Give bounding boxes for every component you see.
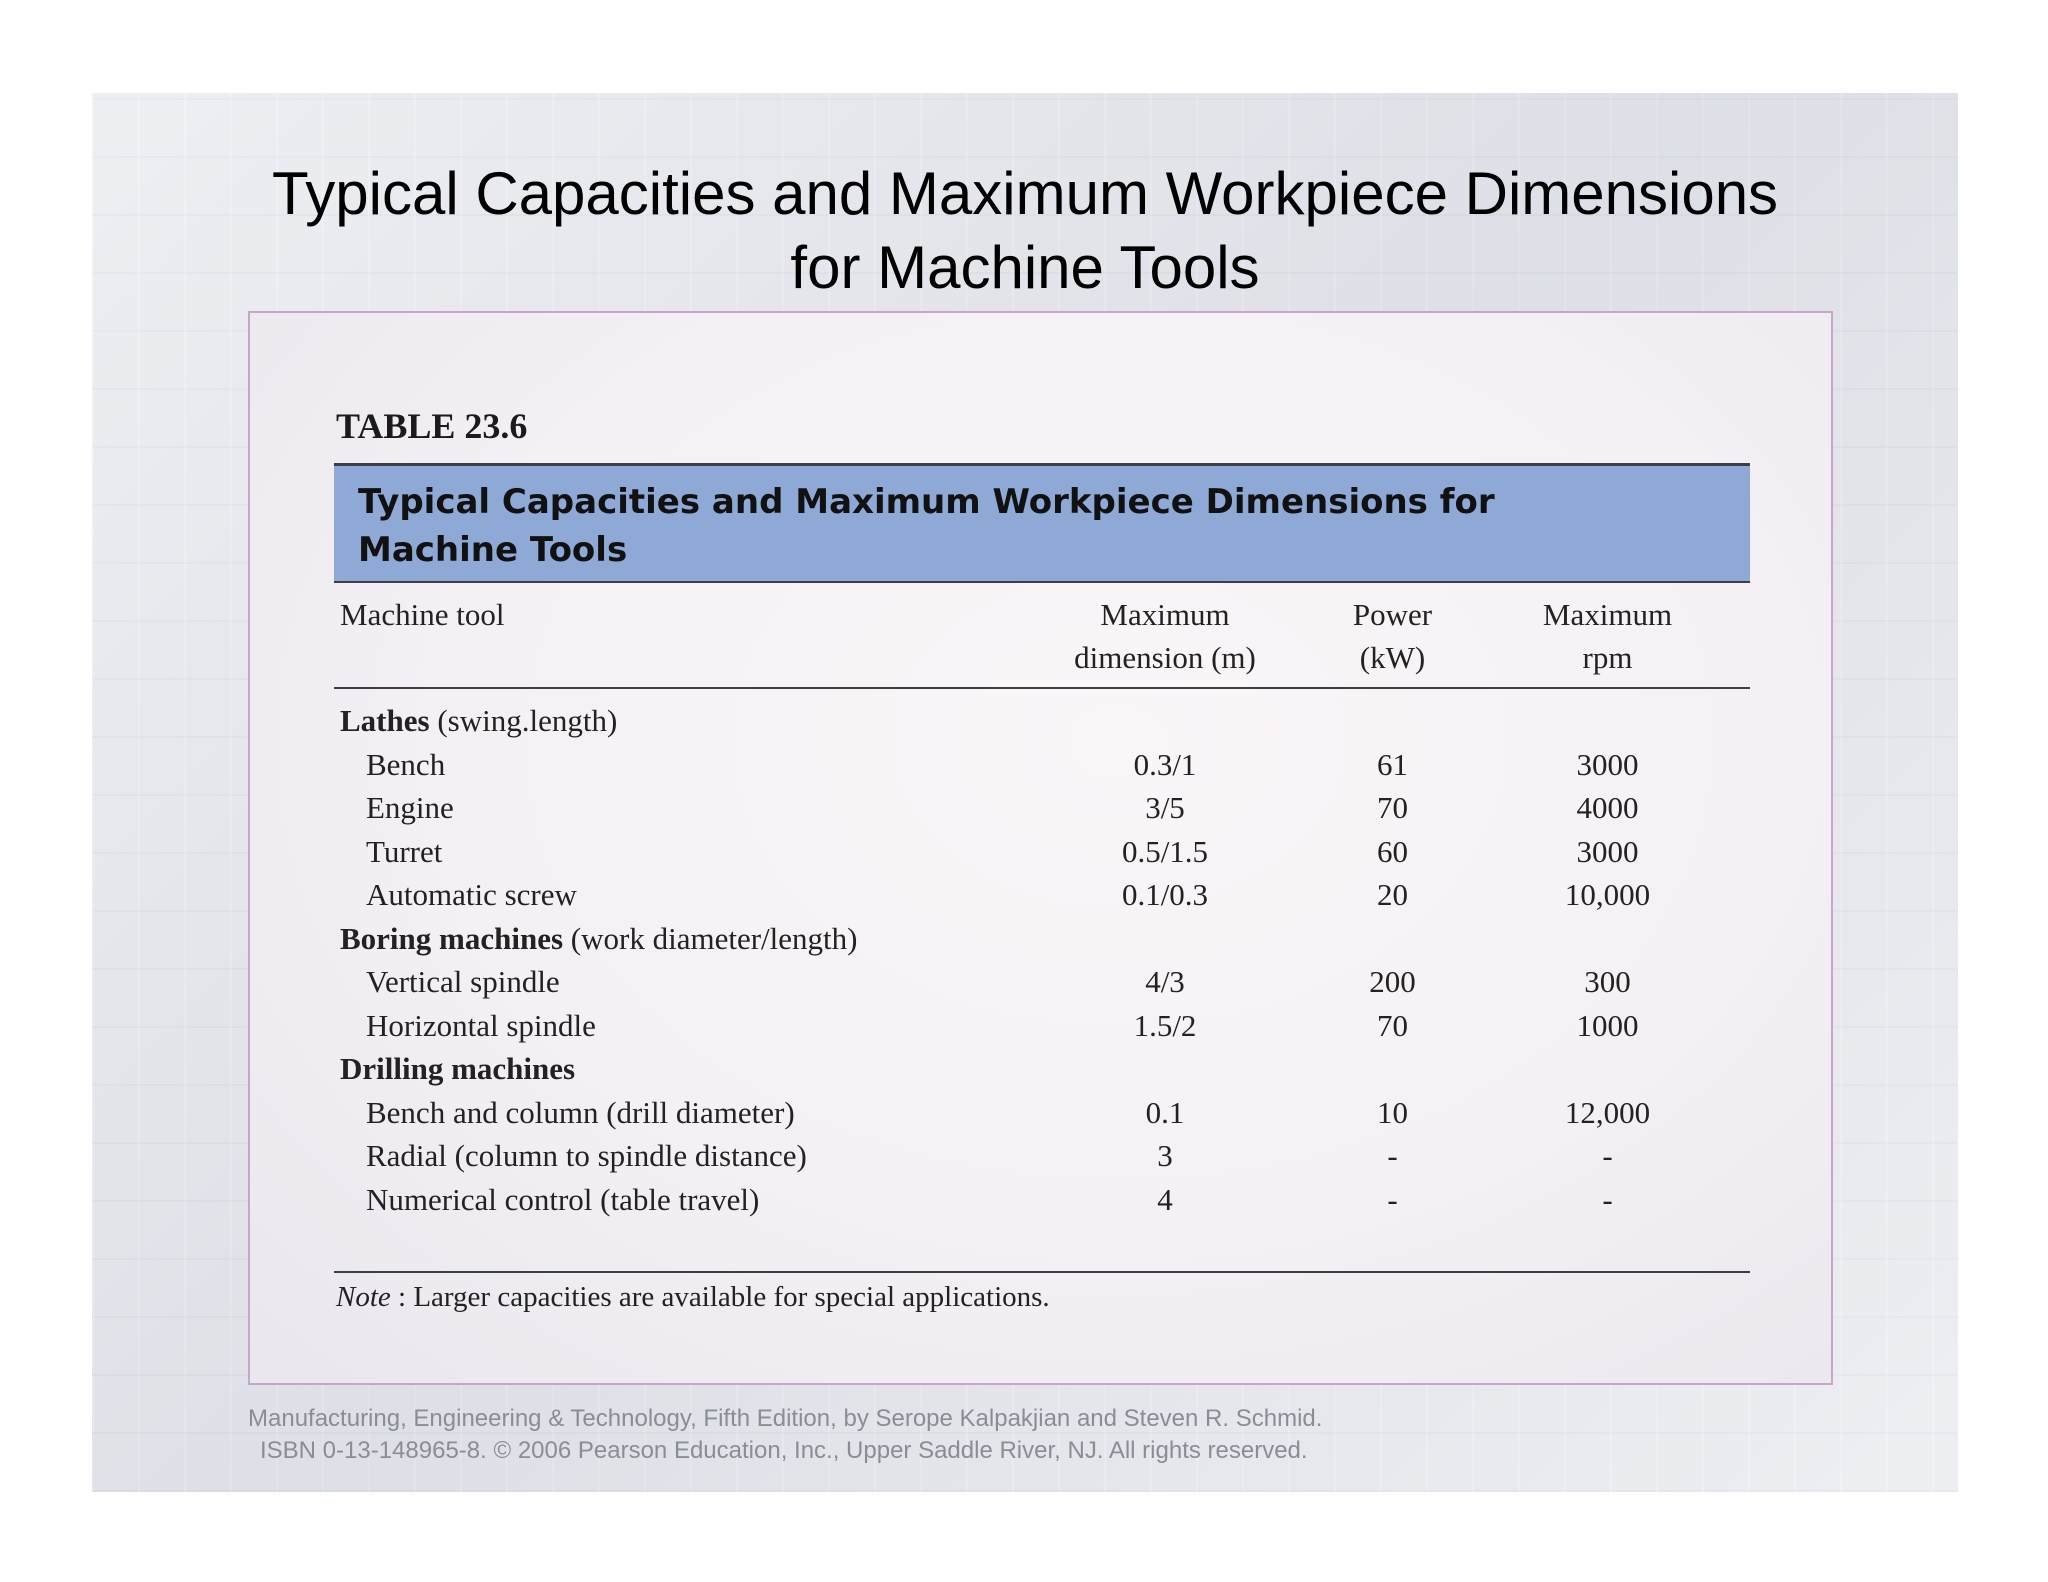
category-row-lathes	[334, 688, 1750, 743]
cell-power: -	[1387, 1138, 1398, 1173]
table-note	[336, 1281, 1050, 1314]
cell-power: -	[1387, 1181, 1398, 1217]
header-max-rpm-line-1: Maximum	[1542, 597, 1673, 632]
table-number: TABLE 23.6	[336, 406, 528, 446]
note-divider	[334, 1271, 1750, 1273]
cell-dimension: 3	[1157, 1138, 1173, 1173]
cell-dimension: 0.5/1.5	[1121, 833, 1209, 869]
table-row	[334, 873, 1750, 917]
cell-rpm: 300	[1584, 964, 1631, 999]
slide-title-line-2: for Machine Tools	[790, 234, 1260, 301]
cell-tool: Turret	[366, 833, 443, 869]
table-row	[334, 786, 1750, 830]
category-name: Lathes	[340, 703, 430, 738]
footer-line-1: Manufacturing, Engineering & Technology, Fifth Edition, by Serope Kalpakjian and Steven R. Schmid.	[248, 1405, 1323, 1432]
table-row	[334, 1004, 1750, 1048]
cell-power: 10	[1377, 1094, 1408, 1130]
table-row	[334, 1091, 1750, 1135]
cell-power: 200	[1369, 964, 1416, 999]
slide-title-line-1: Typical Capacities and Maximum Workpiece Dimensions	[271, 160, 1779, 227]
cell-tool: Horizontal spindle	[366, 1007, 596, 1043]
cell-rpm: 3000	[1576, 833, 1639, 869]
category-cell	[334, 688, 1750, 743]
header-max-rpm	[1465, 593, 1750, 688]
cell-rpm: -	[1602, 1138, 1613, 1173]
note-label: Note	[336, 1281, 391, 1313]
cell-tool: Engine	[366, 790, 454, 825]
cell-tool: Numerical control (table travel)	[366, 1181, 760, 1217]
cell-dimension: 0.3/1	[1133, 746, 1197, 782]
table-header-row	[334, 593, 1750, 688]
header-power-line-1: Power	[1352, 597, 1433, 632]
cell-dimension: 0.1	[1145, 1094, 1185, 1130]
copyright-footer	[248, 1403, 1448, 1467]
slide	[92, 93, 1958, 1492]
cell-power: 70	[1377, 790, 1408, 825]
cell-dimension: 4/3	[1145, 964, 1185, 999]
table-row	[334, 1134, 1750, 1178]
table-row	[334, 830, 1750, 874]
cell-dimension: 4	[1157, 1181, 1173, 1217]
category-name: Boring machines	[340, 920, 564, 956]
table-row	[334, 743, 1750, 787]
table-image-panel	[248, 311, 1833, 1385]
header-max-dimension-line-2: dimension (m)	[1074, 640, 1256, 675]
header-max-dimension-line-1: Maximum	[1100, 597, 1230, 632]
category-qualifier: (work diameter/length)	[570, 920, 858, 956]
table-row	[334, 960, 1750, 1004]
cell-rpm: 10,000	[1564, 877, 1651, 912]
category-qualifier: (swing.length)	[437, 703, 618, 738]
cell-rpm: -	[1602, 1181, 1613, 1217]
cell-tool: Bench	[366, 746, 446, 782]
table-row	[334, 1178, 1750, 1222]
cell-dimension: 1.5/2	[1133, 1007, 1197, 1043]
note-text: : Larger capacities are available for special applications.	[390, 1281, 1050, 1313]
category-row-boring-machines	[334, 917, 1750, 961]
cell-power: 61	[1377, 746, 1408, 782]
capacities-table	[334, 593, 1750, 1221]
header-power-line-2: (kW)	[1359, 640, 1426, 675]
footer-line-2: ISBN 0-13-148965-8. © 2006 Pearson Education, Inc., Upper Saddle River, NJ. All rights reserved.	[260, 1437, 1308, 1464]
cell-dimension: 0.1/0.3	[1121, 877, 1209, 912]
header-max-dimension	[1010, 593, 1320, 688]
slide-title	[92, 157, 1958, 305]
header-machine-tool	[334, 593, 1010, 688]
cell-power: 20	[1377, 877, 1408, 912]
category-name: Drilling machines	[340, 1051, 576, 1086]
cell-power: 70	[1377, 1007, 1408, 1043]
cell-dimension: 3/5	[1145, 790, 1185, 825]
category-row-drilling-machines	[334, 1047, 1750, 1091]
cell-tool: Vertical spindle	[366, 964, 560, 999]
header-max-rpm-line-2: rpm	[1582, 640, 1633, 675]
table-caption	[334, 463, 1750, 583]
cell-power: 60	[1377, 833, 1408, 869]
cell-tool: Automatic screw	[366, 877, 577, 912]
cell-tool: Bench and column (drill diameter)	[366, 1094, 795, 1130]
table-caption-line-1: Typical Capacities and Maximum Workpiece Dimensions for	[358, 482, 1495, 522]
cell-rpm: 12,000	[1564, 1094, 1651, 1130]
header-machine-tool-label: Machine tool	[340, 597, 505, 632]
category-cell	[334, 917, 1750, 961]
cell-rpm: 4000	[1576, 790, 1639, 825]
cell-rpm: 3000	[1576, 746, 1639, 782]
table-caption-line-2: Machine Tools	[358, 530, 628, 570]
cell-tool: Radial (column to spindle distance)	[366, 1138, 807, 1173]
category-cell	[334, 1047, 1750, 1091]
cell-rpm: 1000	[1576, 1007, 1639, 1043]
header-power	[1320, 593, 1465, 688]
